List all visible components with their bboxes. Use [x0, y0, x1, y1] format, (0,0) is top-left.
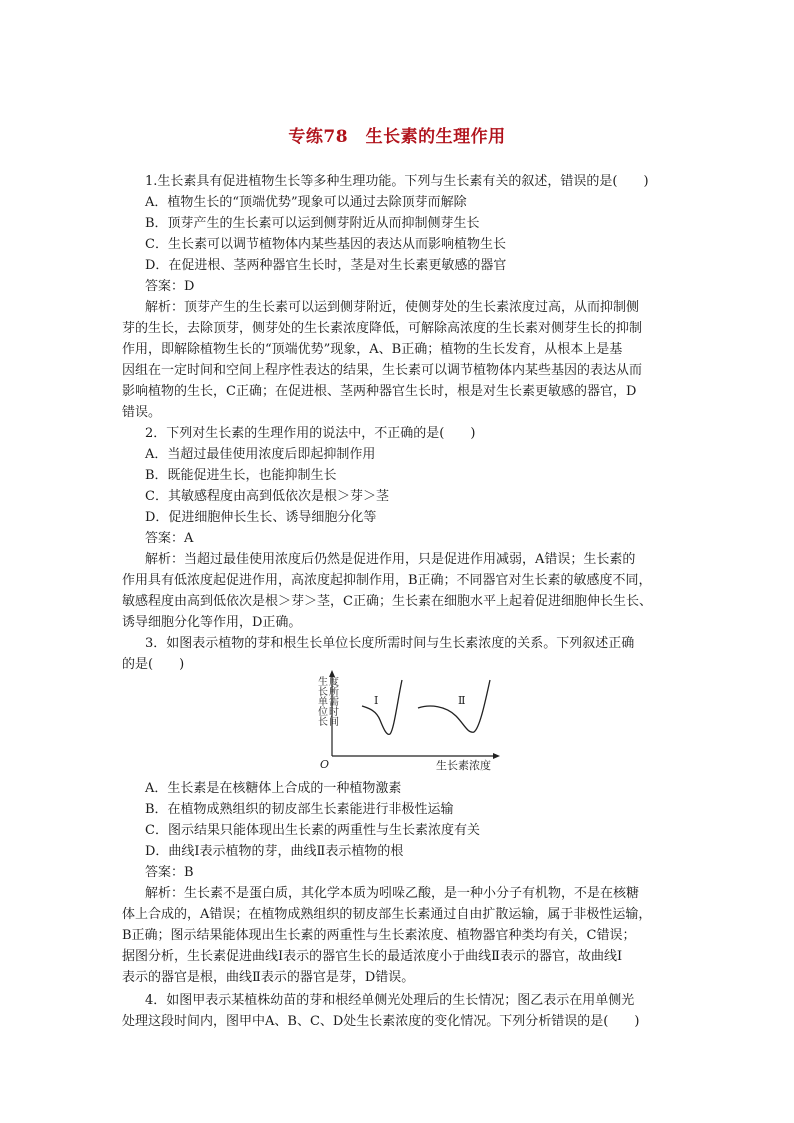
- q2-option-b: B．既能促进生长，也能抑制生长: [145, 468, 337, 483]
- q1-answer: 答案：D: [145, 279, 195, 294]
- q2-analysis-line: 诱导细胞分化等作用，D正确。: [122, 615, 302, 630]
- origin-label: O: [320, 758, 330, 771]
- q3-answer: 答案：B: [145, 865, 194, 880]
- y-axis-label-line2: 度所需时间: [326, 676, 338, 726]
- q1-stem: 1.生长素具有促进植物生长等多种生理功能。下列与生长素有关的叙述，错误的是( ): [145, 174, 649, 189]
- x-axis-arrow: [493, 753, 500, 759]
- q2-option-a: A．当超过最佳使用浓度后即起抑制作用: [145, 447, 376, 462]
- q3-option-c: C．图示结果只能体现出生长素的两重性与生长素浓度有关: [145, 823, 480, 838]
- x-axis-label: 生长素浓度: [436, 759, 491, 772]
- q3-stem: 的是( ): [122, 657, 185, 672]
- q3-figure: [315, 668, 508, 772]
- q1-analysis-line: 解析：顶芽产生的生长素可以运到侧芽附近，使侧芽处的生长素浓度过高，从而抑制侧: [145, 300, 640, 315]
- q1-option-d: D．在促进根、茎两种器官生长时，茎是对生长素更敏感的器官: [145, 258, 507, 273]
- q1-analysis-line: 影响植物的生长，C正确；在促进根、茎两种器官生长时，根是对生长素更敏感的器官，D: [122, 384, 637, 399]
- y-axis-label-line1: 生长单位长: [315, 676, 327, 726]
- q2-option-c: C．其敏感程度由高到低依次是根＞芽＞茎: [145, 489, 389, 504]
- q2-analysis-line: 解析：当超过最佳使用浓度后仍然是促进作用，只是促进作用减弱，A错误；生长素的: [145, 552, 636, 567]
- curve-1-label: Ⅰ: [374, 694, 379, 707]
- curve-1: [362, 680, 402, 734]
- q3-analysis-line: 表示的器官是根，曲线Ⅱ表示的器官是芽，D错误。: [122, 970, 415, 985]
- q3-option-b: B．在植物成熟组织的韧皮部生长素能进行非极性运输: [145, 802, 454, 817]
- q3-analysis-line: B正确；图示结果能体现出生长素的两重性与生长素浓度、植物器官种类均有关，C错误；: [122, 928, 636, 943]
- q1-option-a: A．植物生长的“顶端优势”现象可以通过去除顶芽而解除: [145, 195, 467, 210]
- q3-analysis-line: 据图分析，生长素促进曲线Ⅰ表示的器官生长的最适浓度小于曲线Ⅱ表示的器官，故曲线Ⅰ: [122, 949, 623, 964]
- q3-stem: 3．如图表示植物的芽和根生长单位长度所需时间与生长素浓度的关系。下列叙述正确: [145, 636, 635, 651]
- q3-analysis-line: 解析：生长素不是蛋白质，其化学本质为吲哚乙酸，是一种小分子有机物，不是在核糖: [145, 886, 640, 901]
- q3-option-d: D．曲线Ⅰ表示植物的芽，曲线Ⅱ表示植物的根: [145, 844, 404, 859]
- q1-analysis-line: 因组在一定时间和空间上程序性表达的结果，生长素可以调节植物体内某些基因的表达从而: [122, 363, 643, 378]
- curve-2-label: Ⅱ: [458, 694, 466, 707]
- q3-analysis-line: 体上合成的，A错误；在植物成熟组织的韧皮部生长素通过自由扩散运输，属于非极性运输，: [122, 907, 652, 922]
- q4-stem: 4．如图甲表示某植株幼苗的芽和根经单侧光处理后的生长情况；图乙表示在用单侧光: [145, 993, 635, 1008]
- q1-option-c: C．生长素可以调节植物体内某些基因的表达从而影响植物生长: [145, 237, 506, 252]
- q2-analysis-line: 作用具有低浓度起促进作用，高浓度起抑制作用，B正确；不同器官对生长素的敏感度不同，: [122, 573, 652, 588]
- curve-2: [418, 680, 490, 732]
- q2-analysis-line: 敏感程度由高到低依次是根＞芽＞茎，C正确；生长素在细胞水平上起着促进细胞伸长生长、: [122, 594, 652, 609]
- q1-analysis-line: 错误。: [122, 405, 162, 420]
- q1-option-b: B．顶芽产生的生长素可以运到侧芽附近从而抑制侧芽生长: [145, 216, 480, 231]
- q1-analysis-line: 作用，即解除植物生长的“顶端优势”现象，A、B正确；植物的生长发育，从根本上是基: [122, 342, 623, 357]
- q3-option-a: A．生长素是在核糖体上合成的一种植物激素: [145, 781, 402, 796]
- q4-stem: 处理这段时间内，图甲中A、B、C、D处生长素浓度的变化情况。下列分析错误的是( ): [122, 1014, 640, 1029]
- q2-option-d: D．促进细胞伸长生长、诱导细胞分化等: [145, 510, 377, 525]
- page-title: 专练78 生长素的生理作用: [288, 127, 506, 147]
- q2-stem: 2．下列对生长素的生理作用的说法中，不正确的是( ): [145, 426, 476, 441]
- q2-answer: 答案：A: [145, 531, 194, 546]
- q1-analysis-line: 芽的生长，去除顶芽，侧芽处的生长素浓度降低，可解除高浓度的生长素对侧芽生长的抑制: [122, 321, 643, 336]
